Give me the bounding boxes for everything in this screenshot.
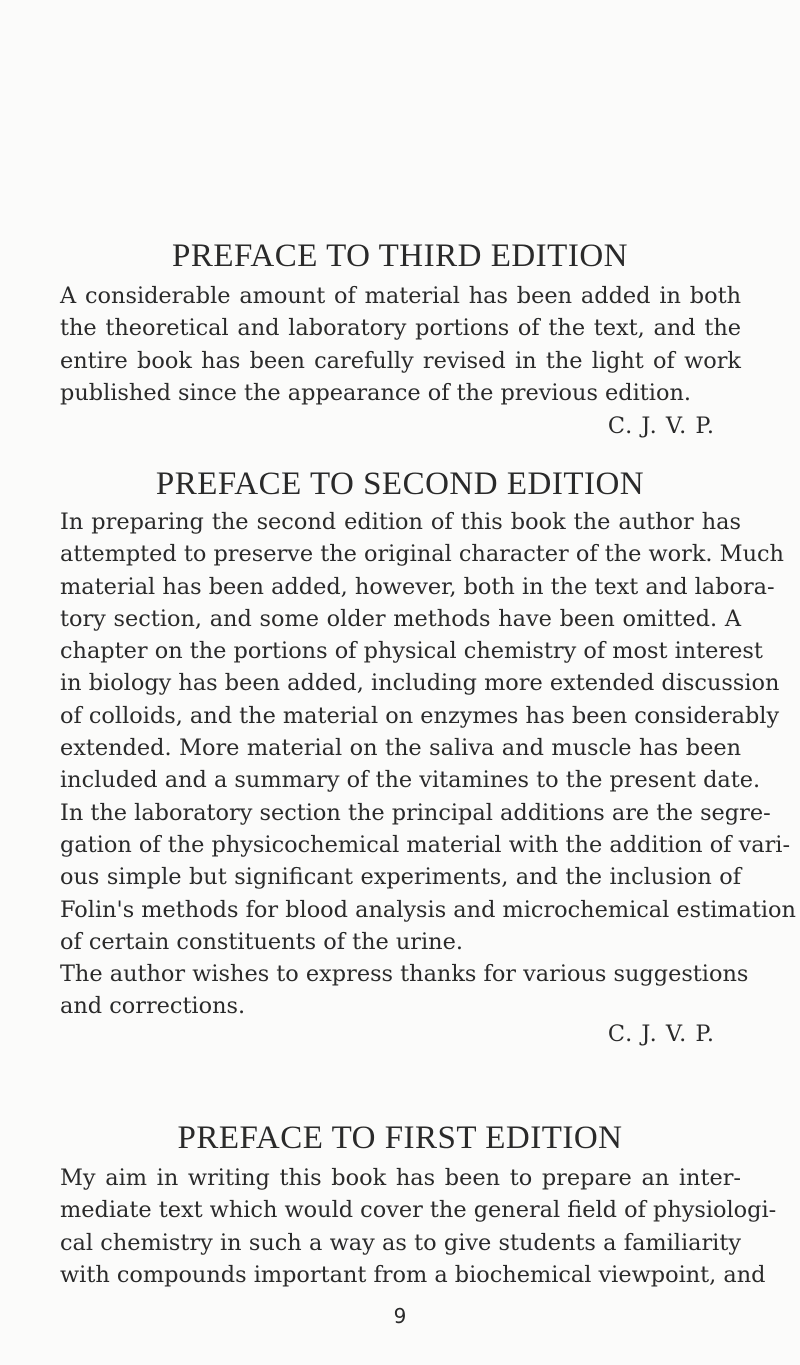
text-line: In preparing the second edition of this book the author has xyxy=(60,509,741,535)
text-line: included and a summary of the vitamines to the present date. xyxy=(60,767,761,794)
text-line: extended. More material on the saliva and muscle has been xyxy=(60,735,741,762)
paragraph-third-edition xyxy=(60,280,741,409)
text-line: Folin's methods for blood analysis and microchemical estimation xyxy=(60,896,796,923)
text-line: The author wishes to express thanks for various suggestions xyxy=(60,961,749,988)
text-line: attempted to preserve the original character of the work. Much xyxy=(60,541,784,568)
text-line: mediate text which would cover the general field of physiologi- xyxy=(60,1197,777,1224)
text-line: published since the appearance of the previous edition. xyxy=(60,379,691,406)
text-line: in biology has been added, including more extended discussion xyxy=(60,670,780,697)
text-line: ous simple but significant experiments, and the inclusion of xyxy=(60,864,741,891)
text-line: gation of the physicochemical material with the addition of vari- xyxy=(60,831,791,858)
text-line: A considerable amount of material has been added in both xyxy=(60,283,741,309)
text-line: cal chemistry in such a way as to give students a familiarity xyxy=(60,1229,741,1256)
text-line: In the laboratory section the principal additions are the segre- xyxy=(60,799,771,826)
signature-second-edition: C. J. V. P. xyxy=(607,1021,715,1047)
text-line: and corrections. xyxy=(60,993,246,1020)
paragraph-first-edition xyxy=(60,1162,777,1291)
text-line: of certain constituents of the urine. xyxy=(60,928,463,955)
text-line: chapter on the portions of physical chemistry of most interest xyxy=(60,638,763,665)
heading-second-edition: PREFACE TO SECOND EDITION xyxy=(155,466,645,502)
signature-third-edition: C. J. V. P. xyxy=(607,413,715,439)
text-line: tory section, and some older methods have been omitted. A xyxy=(60,605,741,632)
text-line: of colloids, and the material on enzymes has been considerably xyxy=(60,702,780,729)
text-line: material has been added, however, both in the text and labora- xyxy=(60,573,775,600)
page-number: 9 xyxy=(393,1304,407,1328)
heading-first-edition: PREFACE TO FIRST EDITION xyxy=(177,1120,623,1156)
text-line: My aim in writing this book has been to prepare an inter- xyxy=(60,1165,741,1191)
text-line: with compounds important from a biochemical viewpoint, and xyxy=(60,1261,766,1288)
heading-third-edition: PREFACE TO THIRD EDITION xyxy=(172,238,628,274)
text-line: entire book has been carefully revised in the light of work xyxy=(60,347,741,374)
paragraph-second-edition xyxy=(60,506,796,1023)
text-line: the theoretical and laboratory portions of the text, and the xyxy=(60,315,741,342)
